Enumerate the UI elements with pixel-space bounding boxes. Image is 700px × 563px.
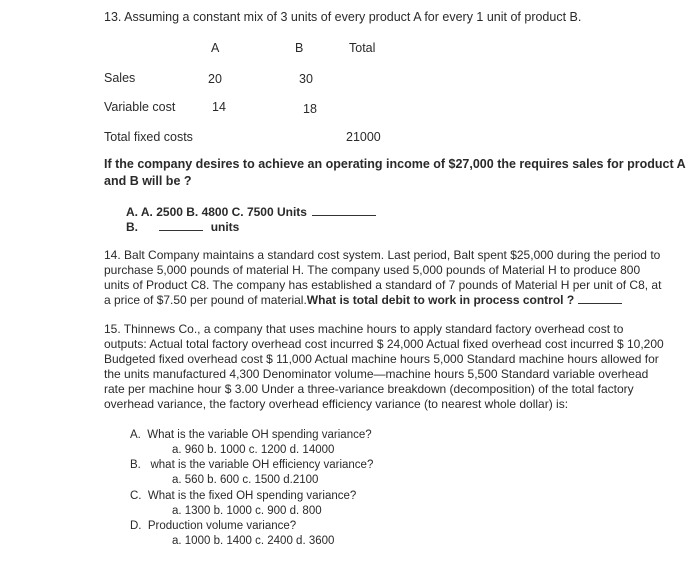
sub-letter: B. (130, 459, 141, 471)
q13-answer-a-text: A. A. 2500 B. 4800 C. 7500 Units (126, 205, 307, 219)
q13-question-line1: If the company desires to achieve an operating income of $27,000 the requires sales for product A (104, 157, 686, 171)
sales-b-value: 30 (299, 72, 313, 86)
q15-sub-c-options: a. 1300 b. 1000 c. 900 d. 800 (172, 505, 322, 517)
sub-letter: D. (130, 520, 142, 532)
q15-sub-b-question (130, 458, 373, 473)
q15-sub-d-question (130, 519, 296, 534)
sub-question-text: What is the variable OH spending variance? (147, 429, 372, 441)
q15-paragraph (104, 322, 664, 412)
answer-b-blank[interactable] (159, 230, 203, 231)
q15-line: the units manufactured 4,300 Denominator volume—machine hours 5,500 Standard variable overhead (104, 367, 649, 381)
q15-sub-a-question (130, 428, 372, 443)
q13-answer-b-suffix: units (210, 220, 240, 234)
sales-a-value: 20 (208, 72, 222, 86)
q13-answer-b (126, 220, 239, 234)
col-header-total: Total (349, 41, 376, 55)
variable-cost-a-value: 14 (212, 100, 226, 114)
q15-sub-c-question (130, 489, 356, 504)
col-header-a: A (211, 41, 220, 55)
q15-line: rate per machine hour $ 3.00 Under a three-variance breakdown (decomposition) of the total factory (104, 382, 634, 396)
q15-line: outputs: Actual total factory overhead cost incurred $ 24,000 Actual fixed overhead cost incurred $ 10,200 (104, 337, 664, 351)
sub-letter: C. (130, 490, 142, 502)
col-header-b: B (295, 41, 304, 55)
q15-line: 15. Thinnews Co., a company that uses machine hours to apply standard factory overhead cost to (104, 322, 624, 336)
q14-line1: 14. Balt Company maintains a standard cost system. Last period, Balt spent $25,000 during the period to (104, 248, 661, 262)
q14-line4 (104, 293, 661, 308)
answer-a-blank[interactable] (312, 215, 376, 216)
q13-title: 13. Assuming a constant mix of 3 units of every product A for every 1 unit of product B. (104, 10, 582, 24)
q15-sub-a-options: a. 960 b. 1000 c. 1200 d. 14000 (172, 444, 335, 456)
q15-sub-b-options: a. 560 b. 600 c. 1500 d.2100 (172, 474, 319, 486)
q15-line: overhead variance, the factory overhead efficiency variance (to nearest whole dollar) is: (104, 397, 569, 411)
total-fixed-costs-label: Total fixed costs (104, 130, 193, 144)
q15-line: Budgeted fixed overhead cost $ 11,000 Actual machine hours 5,000 Standard machine hours allowed for (104, 352, 659, 366)
q14-paragraph (104, 248, 661, 308)
sub-question-text: Production volume variance? (147, 520, 297, 532)
q14-answer-blank[interactable] (578, 303, 622, 304)
sub-question-text: what is the variable OH efficiency variance? (150, 459, 374, 471)
sub-letter: A. (130, 429, 141, 441)
row-label-sales: Sales (104, 71, 136, 85)
sub-question-text: What is the fixed OH spending variance? (147, 490, 357, 502)
row-label-variable-cost: Variable cost (104, 100, 176, 114)
q13-answer-a (126, 205, 376, 219)
q14-line3: units of Product C8. The company has established a standard of 7 pounds of Material H per unit of C8, at (104, 278, 662, 292)
q14-line2: purchase 5,000 pounds of material H. The company used 5,000 pounds of Material H to produce 800 (104, 263, 641, 277)
total-fixed-costs-value: 21000 (346, 130, 381, 144)
variable-cost-b-value: 18 (303, 102, 317, 116)
q14-question: What is total debit to work in process control ? (306, 293, 575, 307)
q14-line4-text: a price of $7.50 per pound of material. (104, 293, 307, 307)
q13-question-line2: and B will be ? (104, 174, 192, 188)
q13-answer-b-prefix: B. (126, 220, 138, 234)
q15-sub-d-options: a. 1000 b. 1400 c. 2400 d. 3600 (172, 535, 335, 547)
